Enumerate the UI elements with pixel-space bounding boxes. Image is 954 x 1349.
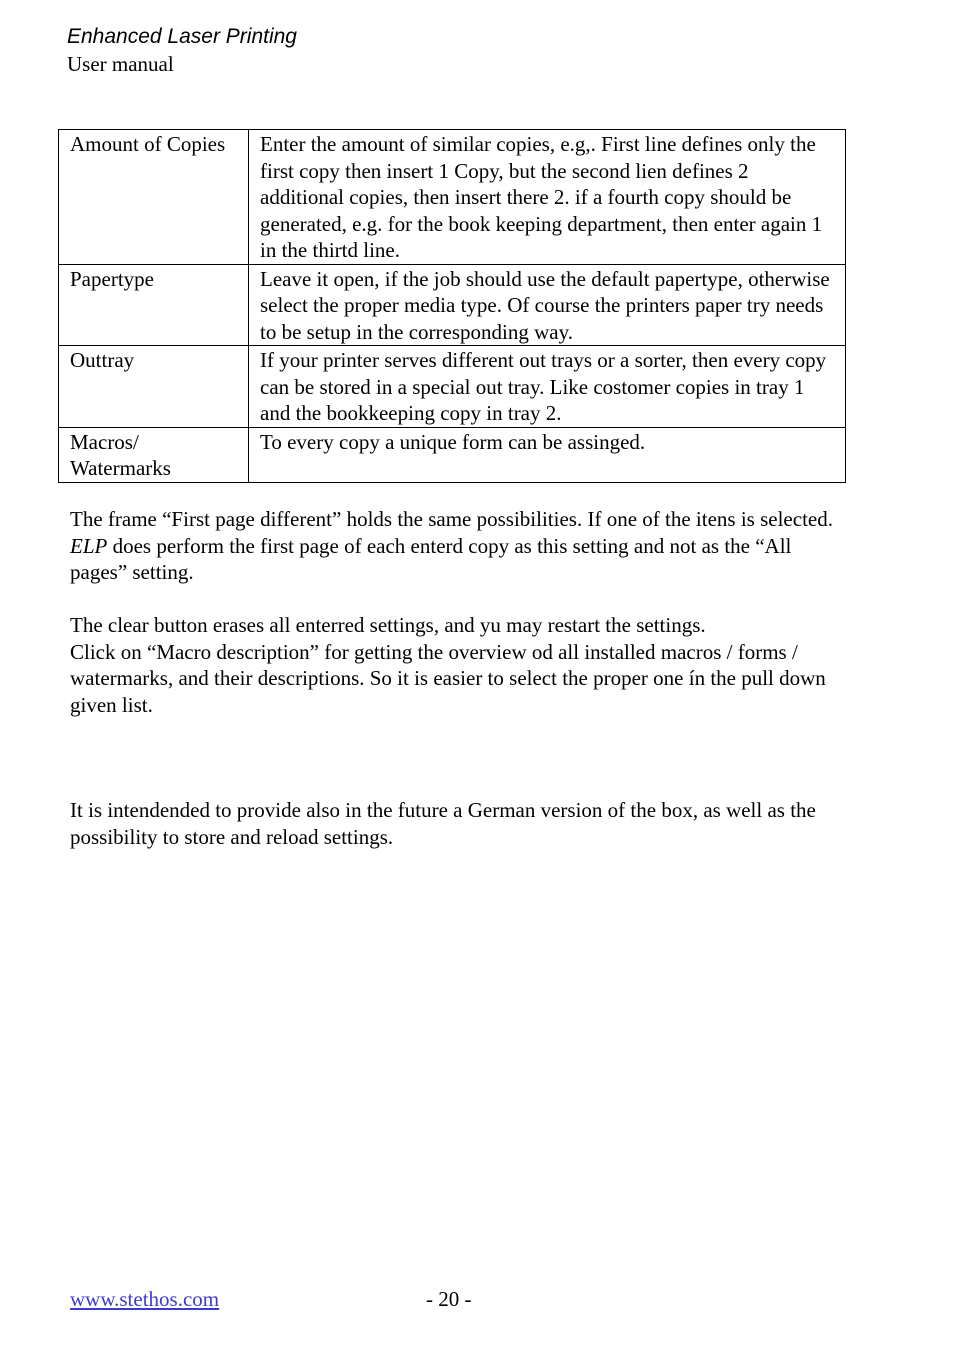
- setting-description: Enter the amount of similar copies, e.g,. First line defines only the first copy then insert 1 Copy, but the second lien defines 2 additional copies, then insert there 2. if a fourth copy should be generated, e.g. for the book keeping department, then enter again 1 in the thirtd line.: [249, 130, 846, 265]
- future-plans-paragraph: It is intendended to provide also in the future a German version of the box, as well as the possibility to store and reload settings.: [70, 798, 816, 849]
- table-row: [59, 130, 846, 265]
- table-row: [59, 264, 846, 346]
- setting-label: Outtray: [59, 346, 249, 428]
- page-number: - 20 -: [426, 1287, 472, 1311]
- website-link[interactable]: www.stethos.com: [70, 1287, 220, 1311]
- paragraph-text: Click on “Macro description” for getting the overview od all installed macros / forms / watermarks, and their descriptions. So it is easier to select the proper one ín the pull down given list.: [70, 639, 826, 717]
- table-row: [59, 427, 846, 482]
- setting-label: Papertype: [59, 264, 249, 346]
- setting-description: Leave it open, if the job should use the default papertype, otherwise select the proper media type. Of course the printers paper try needs to be setup in the corresponding way.: [249, 264, 846, 346]
- first-page-paragraph: [70, 506, 850, 586]
- product-abbreviation: ELP: [70, 533, 108, 558]
- setting-label: Macros/ Watermarks: [59, 427, 249, 482]
- document-title: Enhanced Laser Printing: [67, 25, 297, 48]
- table-row: [59, 346, 846, 428]
- setting-description: To every copy a unique form can be assinged.: [249, 427, 846, 482]
- document-subtitle: User manual: [67, 52, 174, 76]
- clear-button-paragraph: [70, 612, 850, 718]
- setting-description: If your printer serves different out trays or a sorter, then every copy can be stored in a special out tray. Like costomer copies in tray 1 and the bookkeeping copy in tray 2.: [249, 346, 846, 428]
- settings-table: [58, 129, 846, 483]
- paragraph-text: The clear button erases all enterred settings, and yu may restart the settings.: [70, 613, 706, 637]
- paragraph-text: The frame “First page different” holds the same possibilities. If one of the itens is selected.: [70, 507, 833, 531]
- paragraph-text: does perform the first page of each enterd copy as this setting and not as the “All pages” setting.: [70, 533, 792, 584]
- setting-label: Amount of Copies: [59, 130, 249, 265]
